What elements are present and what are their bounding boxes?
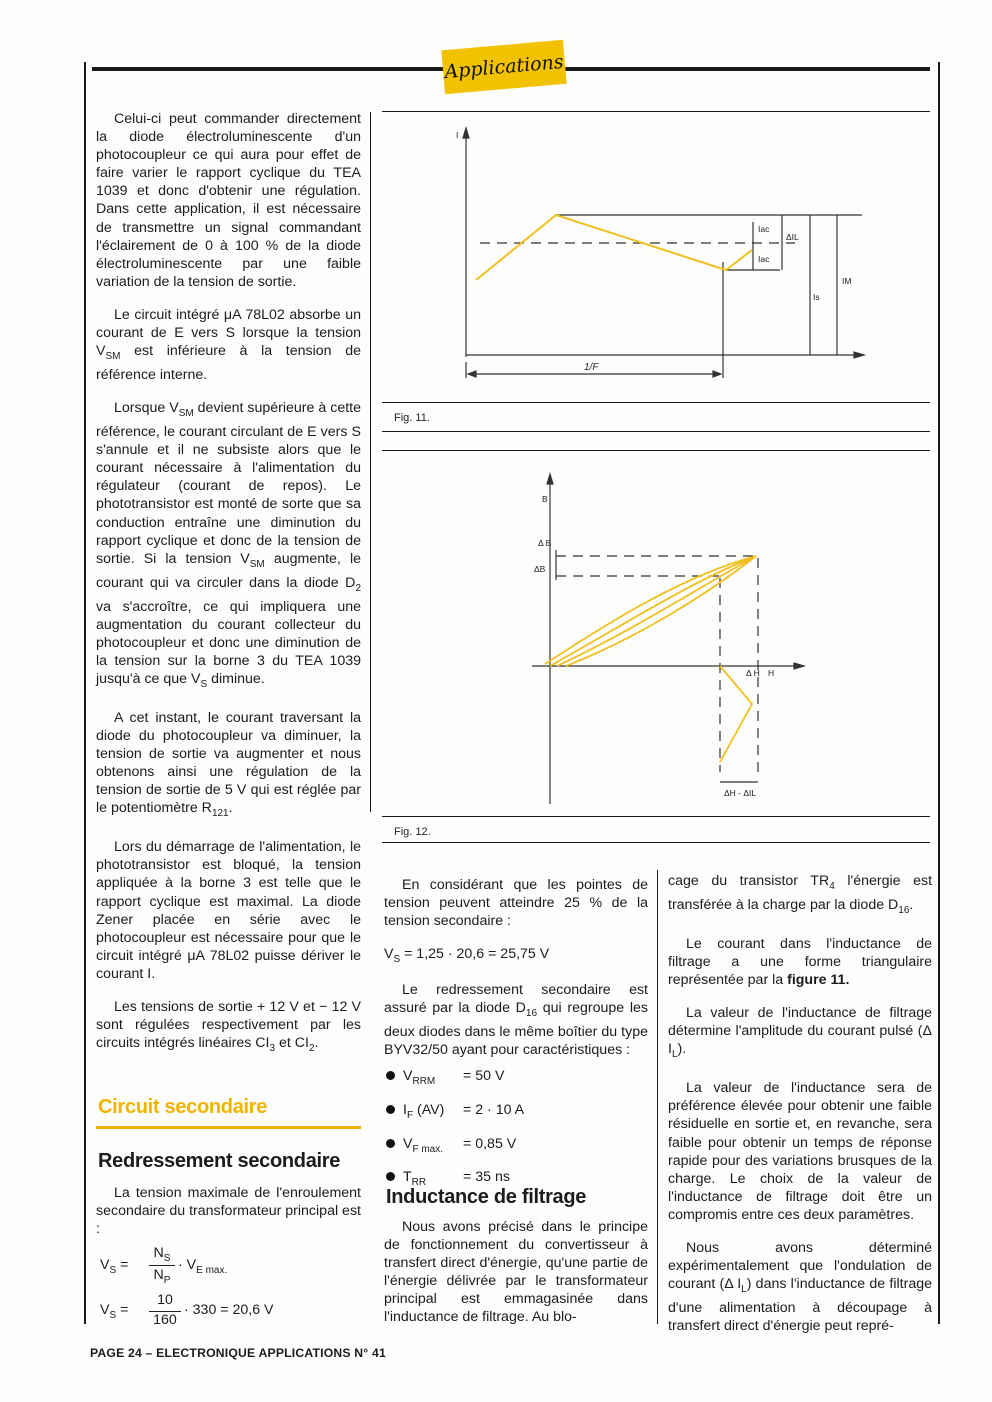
bullet-icon bbox=[386, 1071, 395, 1080]
fig11-label-iac-bot: Iac bbox=[758, 254, 770, 264]
fig11-label-im: IM bbox=[842, 276, 852, 286]
fig12-diagram bbox=[380, 452, 932, 812]
fig11-triangle-wave bbox=[476, 215, 752, 280]
left-column bbox=[96, 110, 361, 1073]
spec-item bbox=[386, 1062, 648, 1096]
left-paragraph-6: Les tensions de sortie + 12 V et − 12 V sont régulées respectivement par les circuits intégrés linéaires $CI_3$ et $CI_2$. bbox=[96, 999, 361, 1055]
eq1-lhs: $V_S$ = bbox=[100, 1257, 129, 1276]
fig12-caption-rule-bottom bbox=[382, 842, 930, 843]
middle-paragraph-1: En considérant que les pointes de tension peuvent atteindre 25 % de la tension secondaire : bbox=[384, 877, 648, 930]
right-margin-line bbox=[938, 62, 940, 1324]
right-paragraph-1: cage du transistor $TR_4$ l'énergie est transférée à la charge par la diode $D_{16}$. bbox=[668, 873, 933, 916]
fig12-hysteresis-loop bbox=[545, 556, 756, 762]
fig12-label-bottom: ΔH - ΔIL bbox=[724, 788, 757, 798]
inductance-heading: Inductance de filtrage bbox=[386, 1186, 587, 1208]
section-title: Circuit secondaire bbox=[98, 1096, 268, 1118]
left-paragraph-4: A cet instant, le courant traversant la diode du photocoupleur va diminuer, la tension de sortie va augmenter et nous obtenons ainsi une régulation de la tension de sortie de 5 V qui est réglée par le potentiomètre $R_{121}$. bbox=[96, 709, 361, 820]
fig12-caption: Fig. 12. bbox=[394, 826, 431, 838]
bullet-icon bbox=[386, 1105, 395, 1114]
left-paragraph-1: Celui-ci peut commander directement la diode électroluminescente d'un photocoupleur ce qui aura pour effet de faire varier le rapport cyclique du TEA 1039 et donc d'obtenir une régulation. Dans cette application, il est nécessaire de transmettre un signal commandant l'éclairement de 0 à 100 % de la diode électroluminescente par une faible variation de la tension de sortie. bbox=[96, 111, 361, 290]
equation-2 bbox=[100, 1294, 360, 1338]
fig12-label-delta-h: Δ H bbox=[746, 668, 760, 678]
badge-label: Applications bbox=[443, 50, 565, 84]
eq1-rhs: · $V_{E max.}$ bbox=[178, 1257, 228, 1276]
eq2-rhs: · 330 = 20,6 V bbox=[184, 1302, 274, 1318]
spec-name: $I_F$ (AV) bbox=[403, 1101, 445, 1121]
spec-item bbox=[386, 1130, 648, 1164]
spec-list bbox=[386, 1062, 648, 1197]
fig11-label-iac-top: Iac bbox=[758, 224, 770, 234]
spec-value: = 35 ns bbox=[463, 1169, 510, 1186]
middle-paragraph-3: Nous avons précisé dans le principe de fonctionnement du convertisseur à transfert direct d'énergie, qu'une partie de l'énergie délivrée par le transformateur principal est emmagasinée dans l'inductance de filtrage. Au blo- bbox=[384, 1219, 648, 1326]
page-footer: PAGE 24 – ELECTRONIQUE APPLICATIONS N° 41 bbox=[90, 1346, 386, 1360]
right-paragraph-5: Nous avons déterminé expérimentalement que l'ondulation de courant (Δ $I_L$) dans l'inductance de filtrage d'une alimentation à découpage à transfert direct d'énergie peut repré- bbox=[668, 1239, 932, 1335]
eq1-num: $N_S$ bbox=[153, 1245, 171, 1264]
right-paragraph-4: La valeur de l'inductance sera de préférence élevée pour obtenir une faible résiduelle en sortie et, en revanche, sera faible pour obtenir un temps de réponse rapide pour des variations brusques de la charge. Le choix de la valeur de l'inductance de filtrage doit être un compromis entre ces deux paramètres. bbox=[668, 1080, 932, 1223]
subsection-intro: La tension maximale de l'enroulement secondaire du transformateur principal est : bbox=[96, 1185, 361, 1238]
fig12-label-delta-b: ΔB bbox=[534, 564, 546, 574]
spec-name: $V_{F max.}$ bbox=[403, 1135, 444, 1155]
fig11-caption: Fig. 11. bbox=[394, 412, 430, 424]
left-paragraph-2: Le circuit intégré μA 78L02 absorbe un courant de E vers S lorsque la tension $V_{SM}$ est inférieure à la tension de référence interne. bbox=[96, 306, 361, 384]
fig12-top-rule bbox=[382, 450, 930, 451]
fig11-label-delta-il: ΔIL bbox=[786, 232, 799, 242]
spec-value: = 0,85 V bbox=[463, 1135, 517, 1152]
equation-1 bbox=[100, 1245, 340, 1289]
middle-column-bottom bbox=[384, 1218, 648, 1342]
eq2-den: 160 bbox=[153, 1312, 177, 1328]
spec-name: $V_{RRM}$ bbox=[403, 1068, 436, 1087]
fig11-label-period: 1/F bbox=[584, 362, 599, 373]
col-divider-left bbox=[370, 112, 371, 812]
col-divider-mid bbox=[657, 870, 658, 1324]
eq1-bar bbox=[149, 1265, 175, 1266]
right-column bbox=[668, 872, 932, 1350]
left-margin-line bbox=[84, 62, 86, 1324]
spec-value: = 2 · 10 A bbox=[463, 1101, 525, 1118]
spec-item bbox=[386, 1096, 648, 1130]
spec-value: = 50 V bbox=[463, 1068, 505, 1084]
fig11-caption-rule-top bbox=[382, 402, 930, 403]
bullet-icon bbox=[386, 1139, 395, 1148]
middle-paragraph-2: Le redressement secondaire est assuré par la diode $D_{16}$ qui regroupe les deux diodes dans le même boîtier du type BYV32/50 ayant pour caractéristiques : bbox=[384, 982, 649, 1059]
subsection-intro-wrap bbox=[96, 1184, 361, 1253]
fig12-label-b: B bbox=[542, 494, 548, 504]
fig11-caption-rule-bottom bbox=[382, 431, 930, 432]
middle-equation: $V_S = 1,25 \cdot 20,6 = 25,75$ V bbox=[384, 946, 550, 966]
spec-name: $T_{RR}$ bbox=[403, 1169, 427, 1189]
left-paragraph-3: Lorsque $V_{SM}$ devient supérieure à cette référence, le courant circulant de E vers S s'annule et il ne subsiste alors que le courant nécessaire à l'alimentation du régulateur (courant de repos). Le phototransistor est monté de sorte que sa conduction entraîne une diminution du rapport cyclique et donc de la tension de sortie. Si la tension $V_{SM}$ augmente, le courant qui va circuler dans la diode $D_2$ va s'accroître, ce qui impliquera une augmentation du courant collecteur du photocoupleur et donc une diminution de la tension sur la borne 3 du TEA 1039 jusqu'à ce que $V_S$ diminue. bbox=[96, 400, 361, 690]
right-paragraph-3: La valeur de l'inductance de filtrage détermine l'amplitude du courant pulsé (Δ $I_L$). bbox=[668, 1005, 932, 1061]
section-badge bbox=[441, 40, 566, 94]
fig12-label-h: H bbox=[768, 668, 775, 678]
fig12-caption-rule-top bbox=[382, 816, 930, 817]
right-paragraph-2: Le courant dans l'inductance de filtrage a une forme triangulaire représentée par la figure 11. bbox=[668, 935, 932, 989]
left-paragraph-5: Lors du démarrage de l'alimentation, le phototransistor est bloqué, la tension appliquée à la borne 3 est telle que le rapport cyclique est maximal. La diode Zener placée en série avec le photocoupleur est nécessaire pour que le circuit intégré μA 78L02 puisse dériver le courant I. bbox=[96, 839, 361, 982]
fig11-label-i: I bbox=[456, 130, 459, 140]
fig11-diagram bbox=[380, 112, 932, 402]
fig12-label-delta-b-top: Δ B bbox=[538, 538, 552, 548]
section-title-underline bbox=[96, 1126, 361, 1129]
middle-column bbox=[384, 876, 648, 1067]
fig11-label-is: Is bbox=[813, 292, 820, 302]
bullet-icon bbox=[386, 1172, 395, 1181]
eq2-lhs: $V_S$ = bbox=[100, 1302, 129, 1321]
subsection-title: Redressement secondaire bbox=[98, 1150, 341, 1172]
eq2-num: 10 bbox=[157, 1292, 173, 1308]
eq1-den: $N_P$ bbox=[153, 1267, 171, 1286]
